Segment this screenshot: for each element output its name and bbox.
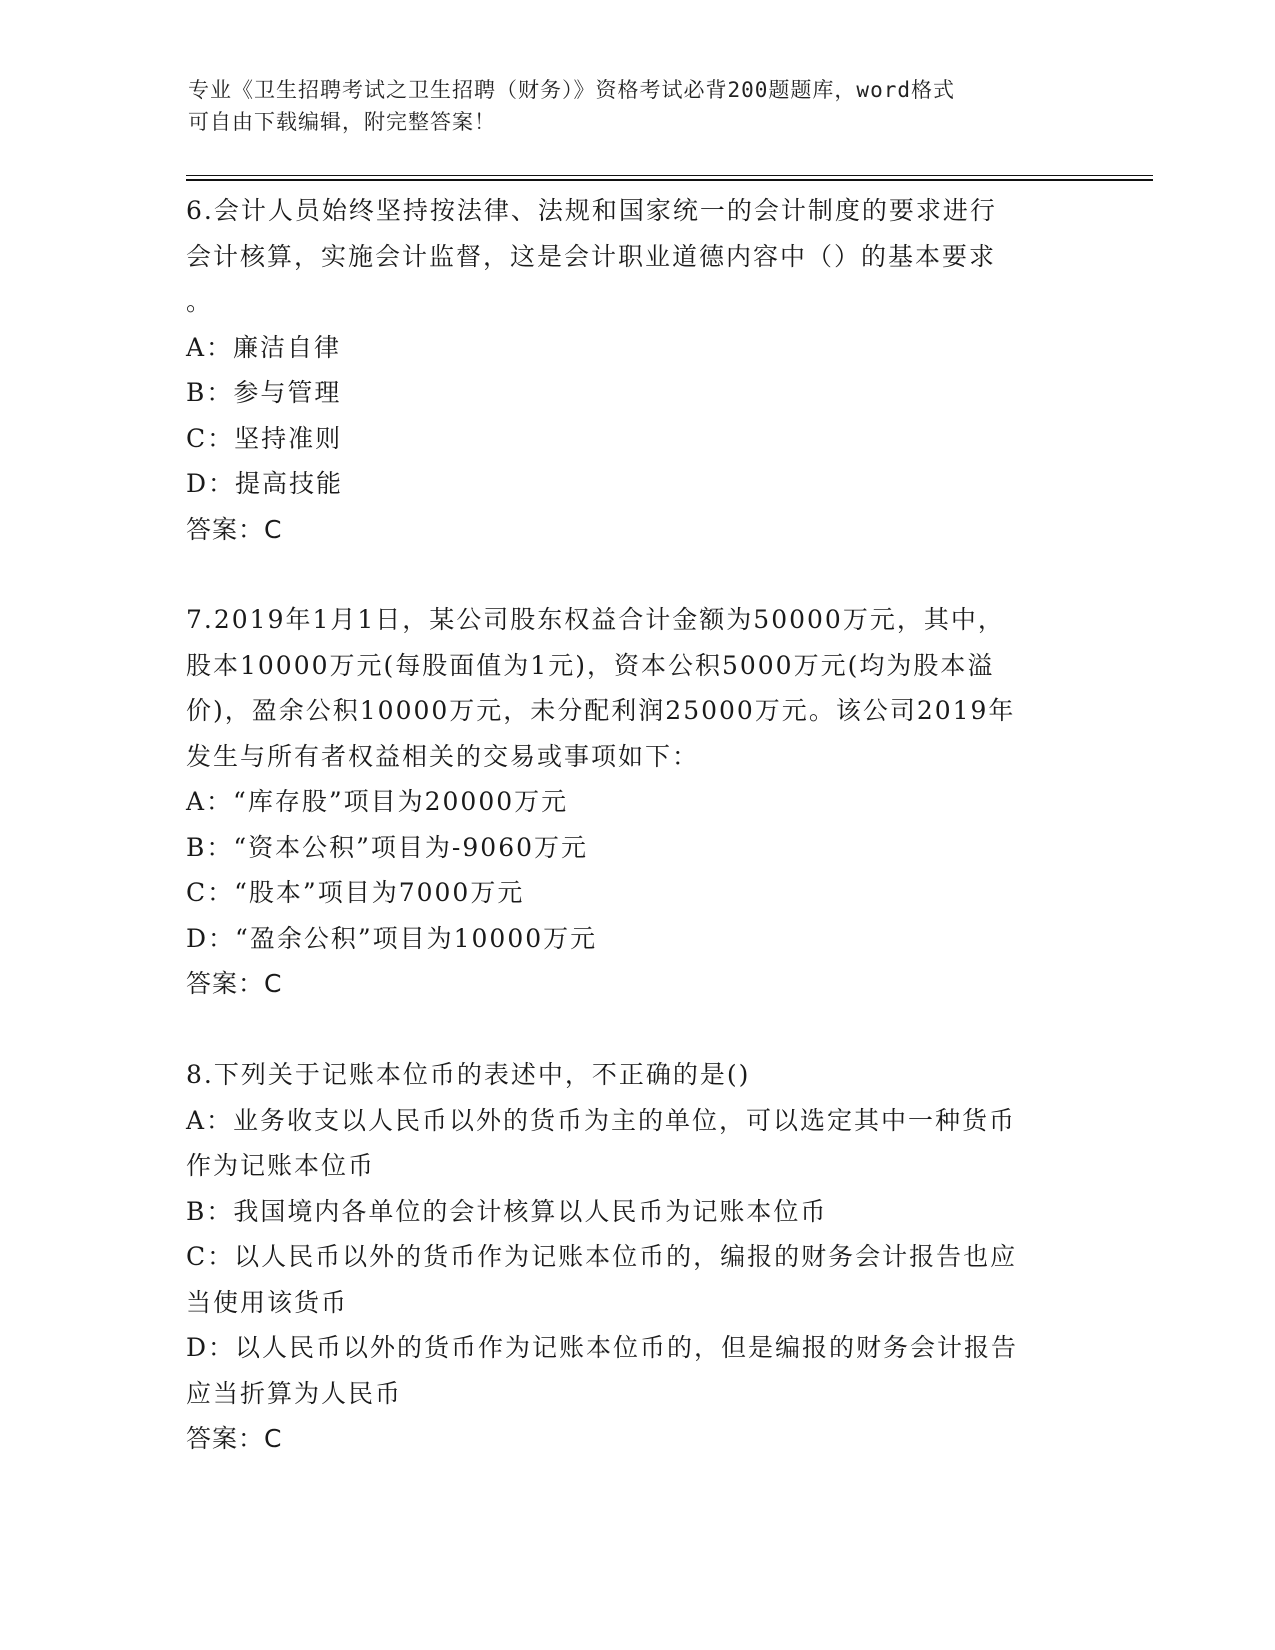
question-text-line: 股本10000万元(每股面值为1元)，资本公积5000万元(均为股本溢 bbox=[186, 650, 995, 680]
option-d-continued: 应当折算为人民币 bbox=[186, 1378, 403, 1408]
header-divider-thin bbox=[186, 175, 1153, 176]
option-b: B：我国境内各单位的会计核算以人民币为记账本位币 bbox=[186, 1196, 828, 1226]
option-b: B：参与管理 bbox=[186, 378, 342, 407]
document-header bbox=[188, 74, 1068, 138]
option-d: D：以人民币以外的货币作为记账本位币的，但是编报的财务会计报告 bbox=[186, 1333, 1019, 1362]
question-text-line: 价)，盈余公积10000万元，未分配利润25000万元。该公司2019年 bbox=[186, 696, 1016, 725]
header-line-1: 专业《卫生招聘考试之卫生招聘（财务）》资格考试必背200题题库，word格式 bbox=[188, 78, 955, 102]
question-text-line: 7.2019年1月1日，某公司股东权益合计金额为50000万元，其中， bbox=[186, 605, 1005, 634]
option-a-continued: 作为记账本位币 bbox=[186, 1151, 376, 1180]
question-text-line: 发生与所有者权益相关的交易或事项如下： bbox=[186, 741, 700, 771]
question-6 bbox=[186, 188, 1076, 552]
option-d: D：提高技能 bbox=[186, 469, 344, 498]
question-text-line: 。 bbox=[186, 287, 214, 316]
option-c: C：以人民币以外的货币作为记账本位币的，编报的财务会计报告也应 bbox=[186, 1242, 1018, 1271]
question-text-line: 8.下列关于记账本位币的表述中，不正确的是() bbox=[186, 1060, 751, 1089]
option-c: C：“股本”项目为7000万元 bbox=[186, 878, 525, 907]
option-b: B：“资本公积”项目为-9060万元 bbox=[186, 832, 589, 862]
answer-label: 答案：C bbox=[186, 1424, 283, 1453]
question-7 bbox=[186, 597, 1076, 1007]
option-a: A：廉洁自律 bbox=[186, 332, 342, 362]
answer-label: 答案：C bbox=[186, 969, 283, 998]
option-c-continued: 当使用该货币 bbox=[186, 1287, 349, 1317]
question-text-line: 6.会计人员始终坚持按法律、法规和国家统一的会计制度的要求进行 bbox=[186, 196, 997, 225]
option-c: C：坚持准则 bbox=[186, 423, 343, 453]
question-8 bbox=[186, 1052, 1076, 1462]
option-a: A：业务收支以人民币以外的货币为主的单位，可以选定其中一种货币 bbox=[186, 1105, 1017, 1135]
header-line-2: 可自由下载编辑，附完整答案！ bbox=[188, 110, 496, 134]
option-a: A：“库存股”项目为20000万元 bbox=[186, 787, 569, 816]
answer-label: 答案：C bbox=[186, 514, 283, 544]
header-divider-thick bbox=[186, 179, 1153, 181]
question-text-line: 会计核算，实施会计监督，这是会计职业道德内容中（）的基本要求 bbox=[186, 241, 997, 271]
option-d: D：“盈余公积”项目为10000万元 bbox=[186, 923, 598, 953]
